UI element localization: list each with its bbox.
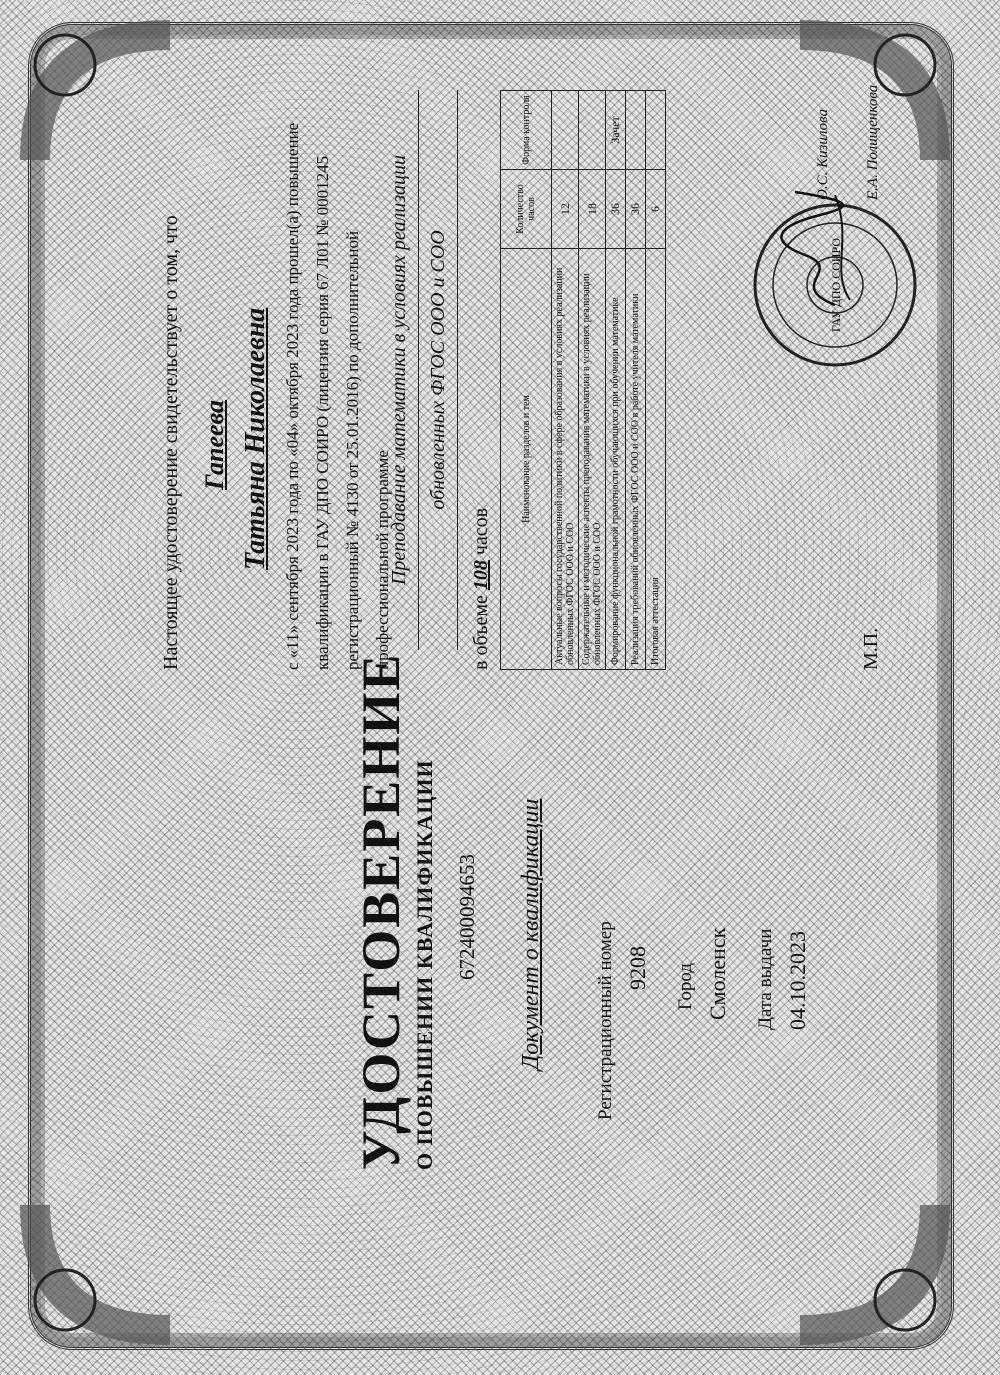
subject-control	[552, 91, 579, 170]
table-row	[552, 91, 579, 670]
program-line-2: обновленных ФГОС ООО и СОО	[419, 90, 458, 650]
subject-hours: 12	[552, 170, 579, 249]
seal-text: ГАУ ДПО СОИРО	[829, 237, 843, 333]
rector-signature: О.С. Кизилова	[815, 108, 831, 200]
rotated-document	[50, 60, 930, 1320]
table-header-row	[501, 91, 552, 670]
cover-page	[50, 652, 930, 1320]
table-row	[579, 91, 606, 670]
reg-number: 9208	[625, 946, 650, 990]
certificate-title: УДОСТОВЕРЕНИЕ	[351, 652, 411, 1170]
program-line-1: Преподавание математики в условиях реализации	[380, 90, 419, 650]
table-row	[606, 91, 626, 670]
seal-place-label: М.П.	[860, 627, 882, 670]
body-page	[50, 70, 930, 670]
subject-control	[626, 91, 646, 170]
subject-hours: 6	[646, 170, 666, 249]
volume-prefix: в объеме	[470, 595, 492, 670]
table-header: Форма контроля	[501, 91, 552, 170]
volume-hours: 108	[470, 560, 492, 591]
city-label: Город	[675, 963, 696, 1010]
certificate-subtitle: О ПОВЫШЕНИИ КВАЛИФИКАЦИИ	[412, 759, 437, 1170]
subject-name: Реализация требований обновленных ФГОС ООО и СОО в работе учителя математики	[626, 249, 646, 670]
signature-icon	[775, 190, 855, 310]
holder-given-names: Татьяна Николаевна	[240, 307, 271, 570]
issue-date-label: Дата выдачи	[755, 928, 776, 1030]
subject-hours: 36	[606, 170, 626, 249]
certificate-number: 672400094653	[455, 854, 479, 980]
subject-name: Итоговая аттестация	[646, 249, 666, 670]
volume-line	[470, 508, 493, 670]
table-row	[646, 91, 666, 670]
volume-suffix: часов	[470, 507, 492, 556]
subject-name: Содержательные и методические аспекты преподавания математики в условиях реализации обновленных ФГОС ООО и СОО	[579, 249, 606, 670]
subject-control	[579, 91, 606, 170]
table-header: Количество часов	[501, 170, 552, 249]
subject-name: Актуальные вопросы государственной политики в сфере образования в условиях реализации обновленных ФГОС ООО и СОО	[552, 249, 579, 670]
intro-text: Настоящее удостоверение свидетельствует о том, что	[160, 215, 182, 670]
reg-number-label: Регистрационный номер	[595, 921, 616, 1120]
subject-control: Зачет	[606, 91, 626, 170]
subject-hours: 18	[579, 170, 606, 249]
secretary-signature: Е.А. Полищенкова	[865, 84, 881, 200]
subject-name: Формирование функциональной грамотности обучающихся при обучении математике	[606, 249, 626, 670]
subject-hours: 36	[626, 170, 646, 249]
holder-surname: Гапеева	[200, 399, 229, 490]
subjects-table	[500, 90, 666, 670]
table-row	[626, 91, 646, 670]
table-header: Наименование разделов и тем	[501, 249, 552, 670]
subject-control	[646, 91, 666, 170]
program-title	[380, 90, 458, 650]
training-paragraph: с «11» сентября 2023 года по «04» октября 2023 года прошел(а) повышение квалификации в ГАУ ДПО СОИРО (лицензия серия 67 Л01 № 0001245 регистрационный № 4130 от 25.01.2016) по дополнительной профессиональной программе	[283, 122, 392, 670]
issue-date: 04.10.2023	[785, 931, 810, 1030]
city: Смоленск	[705, 927, 730, 1020]
document-kind: Документ о квалификации	[518, 798, 544, 1070]
